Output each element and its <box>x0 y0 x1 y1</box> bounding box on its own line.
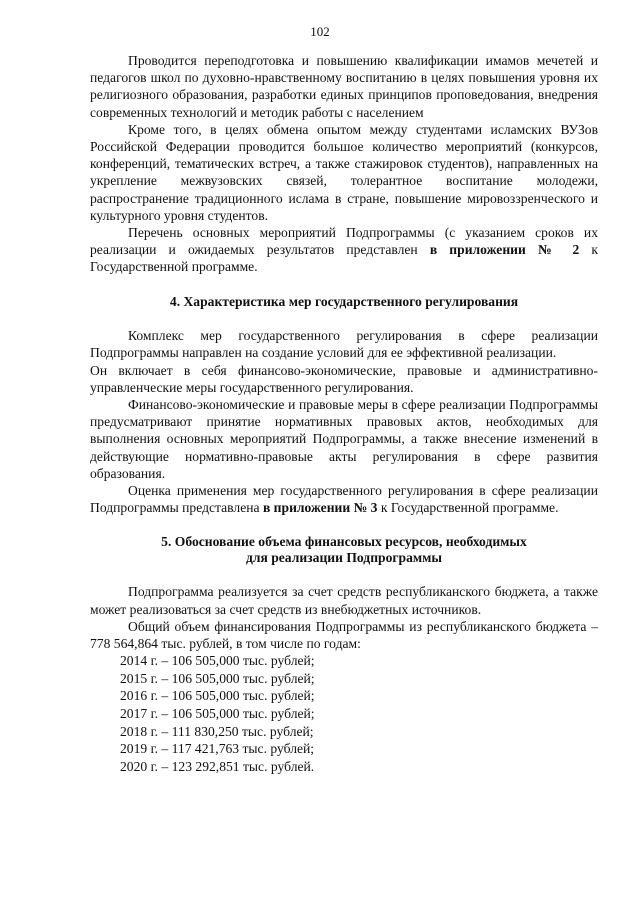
funding-year-item: 2016 г. – 106 505,000 тыс. рублей; <box>120 688 315 704</box>
section-4-paragraph-4 <box>90 482 598 516</box>
document-body <box>90 52 598 775</box>
section-4-paragraph-3: Финансово-экономические и правовые меры в сфере реализации Подпрограммы предусматривают принятие нормативных правовых актов, необходимых для выполнения основных мероприятий Подпрограммы, а также внесение изменений в действующие нормативно-правовые акты регулирования в сфере развития образования. <box>90 396 598 481</box>
funding-year-item: 2014 г. – 106 505,000 тыс. рублей; <box>120 653 315 669</box>
appendix-3-reference: в приложении № 3 <box>262 500 378 516</box>
funding-year-item: 2019 г. – 117 421,763 тыс. рублей; <box>120 741 315 757</box>
appendix-3-text-before: Оценка применения мер государственного регулирования в сфере реализации Подпрограммы представлена <box>90 482 598 516</box>
section-5-heading-line-1: 5. Обоснование объема финансовых ресурсов, необходимых <box>161 534 527 550</box>
section-5-heading <box>90 534 598 565</box>
funding-year-item: 2020 г. – 123 292,851 тыс. рублей. <box>120 758 315 774</box>
paragraph-exchange: Кроме того, в целях обмена опытом между студентами исламских ВУЗов Российской Федерации проводится большое количество мероприятий (конкурсов, конференций, тематических встреч, а также стажировок студентов), направленных на укрепление межвузовских связей, толерантное воспитание молодежи, распространение традиционного ислама в стране, повышение мировоззренческого и культурного уровня студентов. <box>90 121 598 223</box>
appendix-2-text-before: Перечень основных мероприятий Подпрограммы (с указанием сроков их реализации и ожидаемых результатов представлен <box>90 225 598 258</box>
section-5-paragraph-1: Подпрограмма реализуется за счет средств республиканского бюджета, а также может реализоваться за счет средств из внебюджетных источников. <box>90 584 598 617</box>
appendix-2-text-after: к Государственной программе. <box>90 242 598 275</box>
page-number: 102 <box>310 24 330 39</box>
funding-year-item: 2018 г. – 111 830,250 тыс. рублей; <box>120 723 314 739</box>
funding-year-item: 2017 г. – 106 505,000 тыс. рублей; <box>120 705 315 721</box>
section-5-paragraph-2: Общий объем финансирования Подпрограммы из республиканского бюджета – 778 564,864 тыс. рублей, в том числе по годам: <box>90 618 598 651</box>
section-5-heading-line-2: для реализации Подпрограммы <box>245 549 443 565</box>
appendix-2-reference: в приложении № 2 <box>429 242 580 258</box>
appendix-3-text-after: к Государственной программе. <box>377 500 559 516</box>
section-4-heading: 4. Характеристика мер государственного регулирования <box>169 293 519 309</box>
funding-year-item: 2015 г. – 106 505,000 тыс. рублей; <box>120 670 315 686</box>
paragraph-training: Проводится переподготовка и повышению квалификации имамов мечетей и педагогов школ по духовно-нравственному воспитанию в целях повышения уровня их религиозного образования, разработки единых принципов проповедования, внедрения современных технологий и методик работы с населением <box>90 53 598 120</box>
funding-by-year-list <box>90 652 598 775</box>
section-4-paragraph-2: Он включает в себя финансово-экономические, правовые и административно-управленческие меры государственного регулирования. <box>90 362 598 395</box>
section-4-paragraph-1: Комплекс мер государственного регулирования в сфере реализации Подпрограммы направлен на создание условий для ее эффективной реализации. <box>90 328 598 361</box>
paragraph-appendix-2 <box>90 224 598 276</box>
